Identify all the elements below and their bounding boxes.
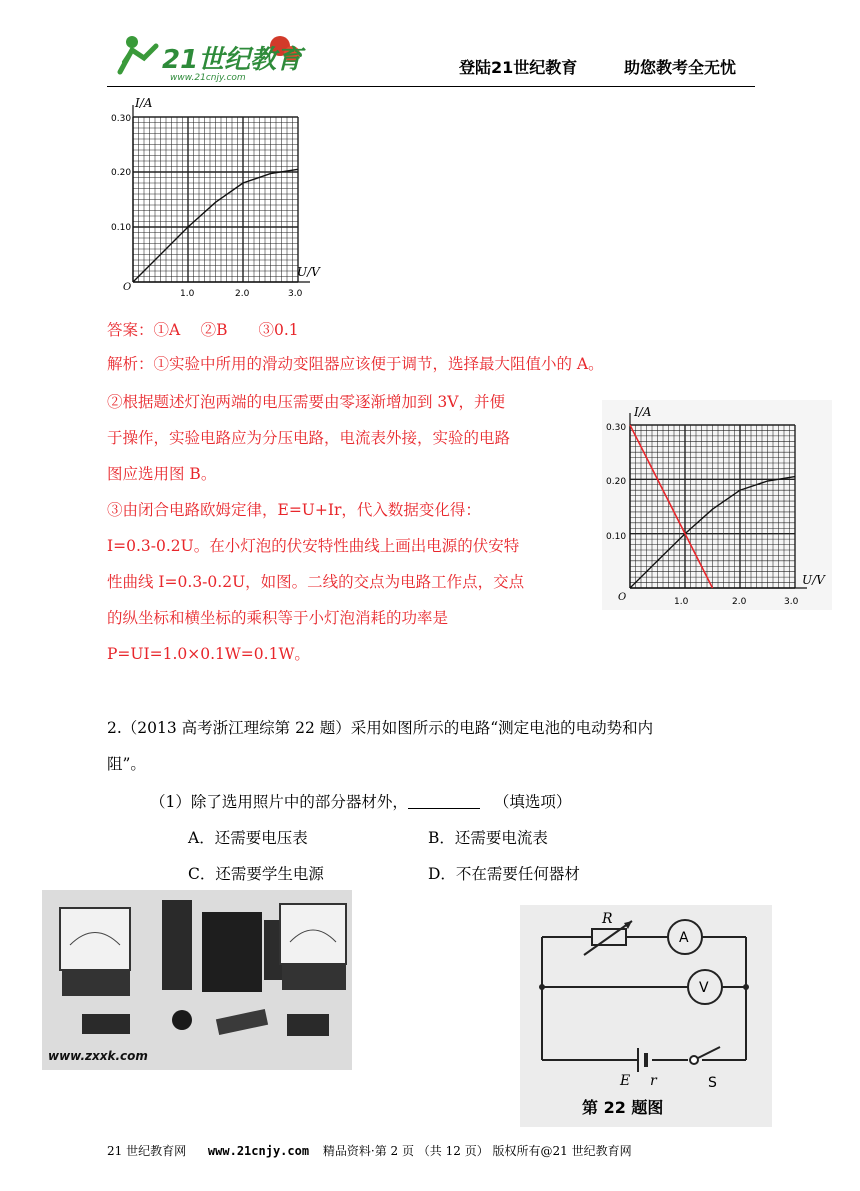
logo-text: 21世纪教育 — [162, 45, 303, 75]
option-c: C．还需要学生电源 — [188, 865, 324, 883]
graph1-x-label: U/V — [297, 265, 320, 279]
graph2-x-tick-30: 3.0 — [784, 597, 799, 607]
header-left-text: 登陆21世纪教育 — [459, 58, 578, 77]
analysis-2b: 于操作，实验电路应为分压电路，电流表外接，实验的电路 — [107, 429, 511, 447]
graph1-x-tick-30: 3.0 — [288, 289, 303, 299]
footer-site: 21 世纪教育网 — [107, 1144, 187, 1158]
circuit-label-internal-r: r — [650, 1073, 657, 1089]
site-logo — [110, 28, 310, 84]
graph2-y-tick-020: 0.20 — [606, 477, 627, 487]
graph1-x-tick-10: 1.0 — [180, 289, 195, 299]
circuit-label-voltmeter: V — [699, 980, 709, 996]
analysis-1: 解析：①实验中所用的滑动变阻器应该便于调节，选择最大阻值小的 A。 — [107, 355, 604, 373]
circuit-label-emf: E — [620, 1073, 631, 1089]
graph2-y-tick-010: 0.10 — [606, 532, 627, 542]
graph2-origin: O — [618, 592, 627, 603]
question2-line2: 阻”。 — [107, 755, 146, 773]
graph2-y-label: I/A — [634, 405, 652, 419]
question2-sub1-suffix: （填选项） — [493, 793, 572, 811]
option-b: B．还需要电流表 — [428, 829, 548, 847]
page-footer — [107, 1142, 755, 1159]
equipment-photo — [42, 890, 352, 1070]
graph2-x-tick-20: 2.0 — [732, 597, 747, 607]
question2-sub1 — [150, 790, 571, 812]
circuit-label-switch: S — [708, 1075, 717, 1091]
question2-line1: 2.（2013 高考浙江理综第 22 题）采用如图所示的电路“测定电池的电动势和内 — [107, 719, 654, 737]
analysis-3d: 的纵坐标和横坐标的乘积等于小灯泡消耗的功率是 — [107, 609, 449, 627]
graph2-y-tick-030: 0.30 — [606, 423, 627, 433]
iv-graph-2 — [602, 400, 832, 610]
circuit-label-ammeter: A — [679, 930, 689, 946]
analysis-3a: ③由闭合电路欧姆定律，E=U+Ir，代入数据变化得： — [107, 501, 481, 519]
graph1-y-tick-030: 0.30 — [111, 114, 132, 124]
header-right-text: 助您教考全无忧 — [624, 58, 737, 77]
option-a: A．还需要电压表 — [188, 829, 308, 847]
answer-blank — [408, 794, 480, 809]
graph1-y-tick-010: 0.10 — [111, 223, 132, 233]
footer-url[interactable]: www.21cnjy.com — [207, 1144, 310, 1158]
graph2-x-tick-10: 1.0 — [674, 597, 689, 607]
graph1-y-label: I/A — [135, 96, 153, 110]
graph1-y-tick-020: 0.20 — [111, 168, 132, 178]
iv-graph-1 — [105, 92, 325, 307]
footer-info: 精品资料·第 2 页 （共 12 页） 版权所有@21 世纪教育网 — [322, 1144, 632, 1158]
circuit-label-r-resistor: R — [602, 911, 613, 927]
answer-line: 答案：①A ②B ③0.1 — [107, 321, 299, 339]
circuit-caption: 第 22 题图 — [582, 1098, 664, 1117]
header-divider — [107, 86, 755, 87]
question2-sub1-prefix: （1）除了选用照片中的部分器材外， — [150, 793, 408, 811]
analysis-2c: 图应选用图 B。 — [107, 465, 217, 483]
graph1-origin: O — [123, 282, 132, 293]
analysis-3c: 性曲线 I=0.3-0.2U，如图。二线的交点为电路工作点，交点 — [107, 573, 525, 591]
graph1-x-tick-20: 2.0 — [235, 289, 250, 299]
graph2-x-label: U/V — [802, 573, 825, 587]
analysis-2a: ②根据题述灯泡两端的电压需要由零逐渐增加到 3V，并便 — [107, 393, 505, 411]
logo-url: www.21cnjy.com — [170, 73, 246, 83]
analysis-3e: P=UI=1.0×0.1W=0.1W。 — [107, 645, 310, 663]
circuit-diagram — [520, 905, 772, 1127]
option-d: D．不在需要任何器材 — [428, 865, 580, 883]
analysis-3b: I=0.3-0.2U。在小灯泡的伏安特性曲线上画出电源的伏安特 — [107, 537, 520, 555]
photo-watermark: www.zxxk.com — [48, 1049, 148, 1063]
iv-graph-1-plot — [133, 105, 310, 282]
